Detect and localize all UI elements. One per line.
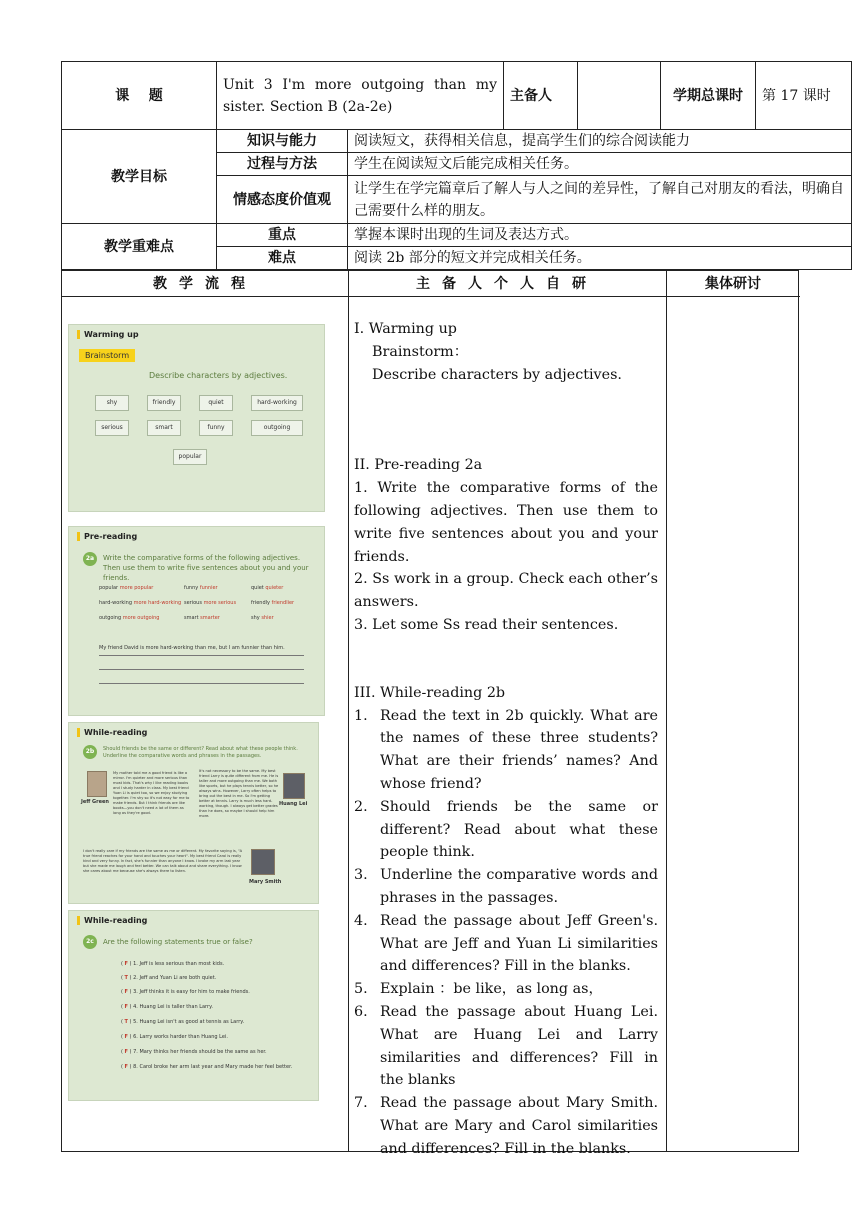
answer-line	[99, 655, 304, 656]
activity-badge: 2b	[83, 745, 97, 759]
key-label-focus: 重点	[217, 224, 348, 247]
slide-title: Pre-reading	[77, 532, 137, 541]
goal-label-attitude: 情感态度价值观	[217, 176, 348, 224]
example-sentence: My friend David is more hard-working than me, but I am funnier than him.	[99, 645, 285, 651]
section-pre-reading-title: II. Pre-reading 2a	[354, 457, 483, 474]
preparer-label: 主备人	[504, 62, 578, 130]
section-warming-up-title: I. Warming up	[354, 321, 457, 337]
while-reading-step: 1. Read the text in 2b quickly. What are the names of these three students? What are their friends’ names? And whose friend?	[354, 707, 658, 792]
comparative-item: serious more serious	[184, 600, 237, 606]
total-hours-label: 学期总课时	[661, 62, 756, 130]
goal-label-knowledge: 知识与能力	[217, 130, 348, 153]
while-reading-steps	[354, 705, 658, 1161]
mary-name: Mary Smith	[249, 879, 282, 885]
slide-warming-up	[68, 324, 325, 512]
goals-label: 教学目标	[62, 130, 217, 224]
comparative-item: smart smarter	[184, 615, 220, 621]
adjective-card: serious	[95, 420, 129, 436]
slide-while-reading-2c	[68, 910, 319, 1101]
slide-pre-reading	[68, 526, 325, 716]
activity-badge: 2c	[83, 935, 97, 949]
pre-reading-step: 2. Ss work in a group. Check each other’s answers.	[354, 571, 658, 611]
slide-subtitle: Describe characters by adjectives.	[149, 371, 288, 380]
comparative-item: hard-working more hard-working	[99, 600, 182, 606]
pre-reading-step: 1. Write the comparative forms of the following adjectives. Then use them to write five sentences about you and your friends.	[354, 480, 658, 565]
adjective-card: friendly	[147, 395, 181, 411]
adjective-card: outgoing	[251, 420, 303, 436]
comparative-item: popular more popular	[99, 585, 154, 591]
answer-line	[99, 683, 304, 684]
jeff-photo	[87, 771, 107, 797]
slide-title: While-reading	[77, 728, 147, 737]
preparer-value	[578, 62, 661, 130]
activity-instruction: Write the comparative forms of the following adjectives. Then use them to write five sentences about you and your friends.	[103, 554, 309, 582]
topic-value: Unit 3 I'm more outgoing than my sister. Section B (2a-2e)	[217, 62, 504, 130]
brainstorm-line: Brainstorm：	[372, 343, 469, 360]
activity-instruction: Should friends be the same or different? Read about what these people think. Underline the comparative words and phrases in the passages.	[103, 746, 298, 759]
mary-passage: I don't really care if my friends are the same as me or different. My favorite saying is, "A true friend reaches for your hand and touches your heart". My best friend Carol is really kind and very funny. In fact, she's funnier than anyone I know. I broke my arm last year but she made me laugh and feel better. We can talk about and share everything. I know she cares about me because she's always there to listen.	[83, 849, 243, 873]
adjective-card: popular	[173, 449, 207, 465]
slide-title: Warming up	[77, 330, 139, 339]
key-value-focus: 掌握本课时出现的生词及表达方式。	[348, 224, 852, 247]
goal-label-process: 过程与方法	[217, 153, 348, 176]
adjective-card: funny	[199, 420, 233, 436]
describe-line: Describe characters by adjectives.	[372, 366, 622, 383]
comparative-item: friendly friendlier	[251, 600, 295, 606]
section-while-reading-title: III. While-reading 2b	[354, 684, 506, 701]
key-label-difficulty: 难点	[217, 247, 348, 270]
while-reading-step: 6. Read the passage about Huang Lei. What are Huang Lei and Larry similarities and differences? Fill in the blanks	[354, 1003, 658, 1089]
jeff-passage: My mother told me a good friend is like a mirror. I'm quieter and more serious than most kids. That's why I like reading books and I study harder in class. My best friend Yuan Li is quiet too, so we enjoy studying together. I'm shy so it's not easy for me to make friends. But I think friends are like books—you don't need a lot of them as long as they're good.	[113, 771, 190, 815]
while-reading-step: 5. Explain ：be like，as long as，	[354, 981, 603, 998]
spacer	[354, 637, 658, 682]
goal-value-attitude: 让学生在学完篇章后了解人与人之间的差异性，了解自己对朋友的看法，明确自己需要什么样的朋友。	[348, 176, 852, 224]
goal-value-knowledge: 阅读短文，获得相关信息，提高学生们的综合阅读能力	[348, 130, 852, 153]
spacer	[354, 386, 658, 454]
lesson-info-table	[61, 61, 852, 270]
true-false-item: ( F ) 1. Jeff is less serious than most kids.	[121, 961, 225, 967]
pre-reading-step: 3. Let some Ss read their sentences.	[354, 616, 619, 633]
slide-while-reading-2b	[68, 722, 319, 904]
total-hours-value: 第 17 课时	[756, 62, 852, 130]
true-false-item: ( F ) 6. Larry works harder than Huang Lei.	[121, 1034, 228, 1040]
comparative-item: shy shier	[251, 615, 274, 621]
adjective-card: quiet	[199, 395, 233, 411]
activity-instruction: Are the following statements true or false?	[103, 938, 253, 946]
comparative-item: funny funnier	[184, 585, 218, 591]
while-reading-step: 7. Read the passage about Mary Smith. What are Mary and Carol similarities and differences? Fill in the blanks.	[354, 1095, 658, 1157]
true-false-item: ( F ) 4. Huang Lei is taller than Larry.	[121, 1004, 213, 1010]
topic-label: 课 题	[62, 62, 217, 130]
key-value-difficulty: 阅读 2b 部分的短文并完成相关任务。	[348, 247, 852, 270]
while-reading-step: 2. Should friends be the same or different? Read about what these people think.	[354, 798, 658, 861]
self-study-notes	[354, 318, 658, 1161]
goal-value-process: 学生在阅读短文后能完成相关任务。	[348, 153, 852, 176]
true-false-item: ( T ) 5. Huang Lei isn't as good at tennis as Larry.	[121, 1019, 245, 1025]
comparative-item: outgoing more outgoing	[99, 615, 160, 621]
group-discussion-header: 集体研讨	[666, 271, 800, 297]
true-false-item: ( F ) 8. Carol broke her arm last year and Mary made her feel better.	[121, 1064, 293, 1070]
true-false-item: ( T ) 2. Jeff and Yuan Li are both quiet.	[121, 975, 217, 981]
huang-passage: It's not necessary to be the same. My best friend Larry is quite different from me. He is taller and more outgoing than me. We both like sports, but he plays tennis better, so he always wins. However, Larry often helps to bring out the best in me. So I'm getting better at tennis. Larry is much less hard-working, though. I always get better grades than he does, so maybe I should help him more.	[199, 769, 279, 818]
adjective-card: smart	[147, 420, 181, 436]
comparative-item: quiet quieter	[251, 585, 284, 591]
jeff-name: Jeff Green	[81, 799, 109, 805]
slide-title: While-reading	[77, 916, 147, 925]
adjective-card: shy	[95, 395, 129, 411]
activity-badge: 2a	[83, 552, 97, 566]
key-points-label: 教学重难点	[62, 224, 217, 270]
answer-line	[99, 669, 304, 670]
huang-photo	[283, 773, 305, 799]
brainstorm-tag: Brainstorm	[79, 349, 135, 362]
self-study-header: 主备人个人自研	[348, 271, 666, 297]
true-false-item: ( F ) 3. Jeff thinks it is easy for him to make friends.	[121, 989, 250, 995]
column-divider	[666, 271, 667, 1151]
column-divider	[348, 271, 349, 1151]
true-false-item: ( F ) 7. Mary thinks her friends should be the same as her.	[121, 1049, 267, 1055]
adjective-card: hard-working	[251, 395, 303, 411]
while-reading-step: 3. Underline the comparative words and phrases in the passages.	[354, 867, 658, 906]
huang-name: Huang Lei	[279, 801, 308, 807]
while-reading-step: 4. Read the passage about Jeff Green's. What are Jeff and Yuan Li similarities and differences? Fill in the blanks.	[354, 912, 658, 975]
flow-header: 教学流程	[62, 271, 348, 297]
mary-photo	[251, 849, 275, 875]
